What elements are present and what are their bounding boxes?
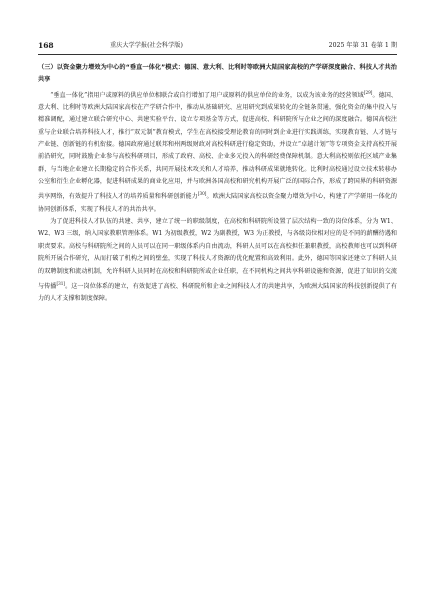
section-heading: （三）以资金聚力增效为中心的“垂直一体化”模式：德国、意大利、比利时等欧洲大陆国家高校的产学研深度融合、科技人才共治共享 <box>38 64 397 84</box>
paragraph-text: 为了促进科技人才队伍的共建、共享，建立了统一的职级制度，在高校和科研院所设置了层次结构一致的岗位体系，分为 W1、W2、W3 三级，纳入国家教职管理体系。W1 为初级教授，W2 为副教授，W3 为正教授，与各级岗位相对应的是不同的薪酬待遇和职责要求。高校与科研院所之间的人员可以在同一职级体系内自由流动，科研人员可以在高校担任兼职教授，高校教师也可以到科研院所开展合作研究，从而打破了机构之间的壁垒，实现了科技人才资源的优化配置和高效利用。此外，德国等国家还建立了科研人员的双聘制度和流动机制，允许科研人员同时在高校和科研院所或企业任职，在不同机构之间共享科研设施和资源，促进了知识的交流与传播 <box>38 218 397 290</box>
issue-info: 2025 年第 31 卷第 1 期 <box>328 42 397 49</box>
journal-title: 重庆大学学报(社会科学版) <box>110 42 183 49</box>
paragraph-text: 。欧洲大陆国家高校以资金聚力增效为中心，构建了产学研用一体化的协同创新体系，实现了科技人才的共治共享。 <box>38 193 398 213</box>
header-rule <box>38 54 397 55</box>
page-number: 168 <box>38 41 54 50</box>
body-paragraph <box>38 87 397 216</box>
running-header <box>38 40 397 52</box>
body-paragraph <box>38 216 397 305</box>
article-body <box>38 62 397 306</box>
paragraph-text: “垂直一体化”指用户或原料的供应单位相联合或自行增加了用户或原料的供应单位的业务，以成为该业务的经营领域 <box>50 91 364 99</box>
paragraph-text: 。德国、意大利、比利时等欧洲大陆国家高校在产学研合作中，推动从基础研究、应用研究到成果转化的全链条贯通，强化资金的集中投入与精准调配，通过建立联合研究中心、共建实验平台、设立专项基金等方式，促进高校、科研院所与企业之间的深度融合。德国高校注重与企业联合培养科技人才，推行“双元制”教育模式，学生在高校接受理论教育的同时到企业进行实践训练，实现教育链、人才链与产业链、创新链的有机衔接。德国政府通过联邦和州两级财政对高校科研进行稳定资助，并设立“卓越计划”等专项资金支持高校开展前沿研究，同时鼓励企业参与高校科研项目，形成了政府、高校、企业多元投入的科研经费保障机制。意大利高校则依托区域产业集群，与当地企业建立长期稳定的合作关系，共同开展技术攻关和人才培养，推动科研成果就地转化。比利时高校通过设立技术转移办公室和衍生企业孵化器，促进科研成果的商业化应用，并与欧洲各国高校和研究机构开展广泛的国际合作，形成了跨国界的科研资源共享网络，有效提升了科技人才的培养质量和科研创新能力 <box>38 91 398 201</box>
citation-ref: [30] <box>197 191 207 197</box>
citation-ref: [31] <box>56 280 66 286</box>
paragraph-text: 。这一岗位体系的建立，有效促进了高校、科研院所和企业之间科技人才的共建共享，为欧洲大陆国家的科技创新提供了有力的人才支撑和制度保障。 <box>38 282 398 303</box>
citation-ref: [29] <box>363 89 373 95</box>
